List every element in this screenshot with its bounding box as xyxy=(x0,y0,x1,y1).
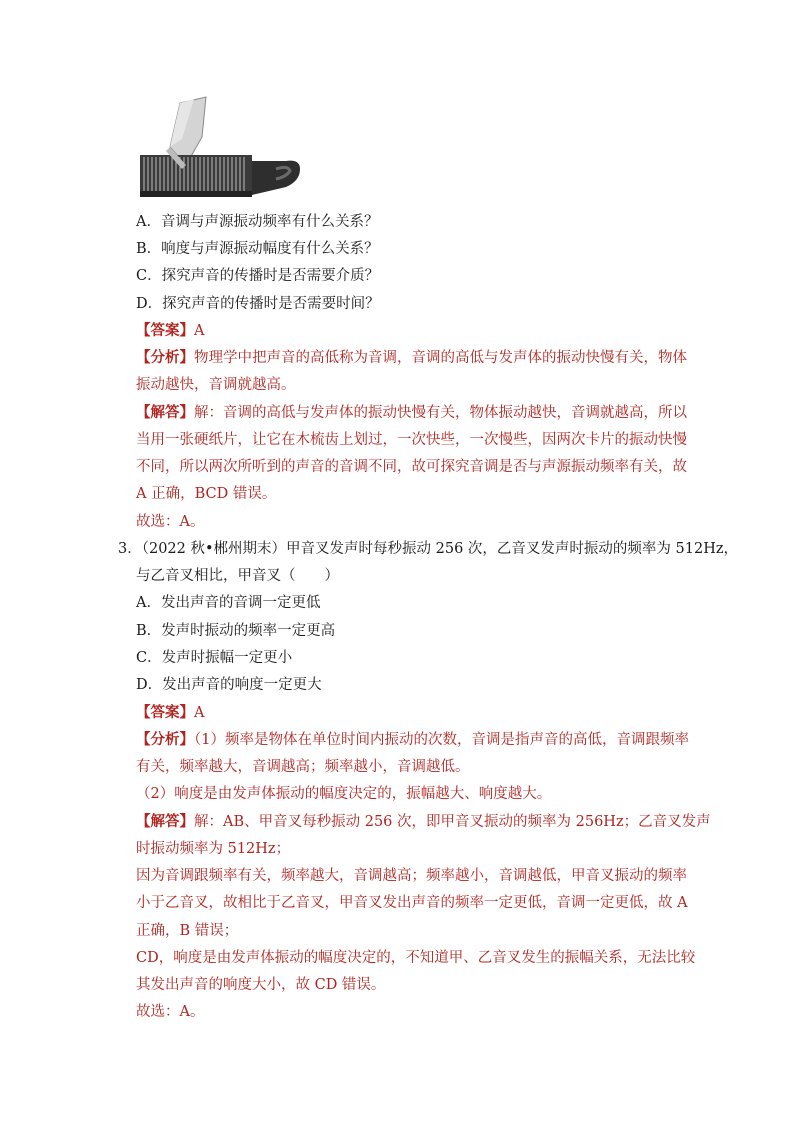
q2-choice: 故选：A。 xyxy=(136,514,205,530)
q3-option-d: D．发出声音的响度一定更大 xyxy=(136,677,322,693)
analysis-tag: 【分析】 xyxy=(136,349,194,366)
solution-text: 解：音调的高低与发声体的振动快慢有关，物体振动越快，音调就越高，所以 xyxy=(194,405,687,421)
comb-card-illustration xyxy=(136,95,308,199)
analysis-text: 物理学中把声音的高低称为音调，音调的高低与发声体的振动快慢有关，物体 xyxy=(194,350,687,366)
q2-analysis-line-2: 振动越快，音调就越高。 xyxy=(136,377,296,393)
q2-option-d: D．探究声音的传播时是否需要时间？ xyxy=(136,296,380,312)
q3-solution-line-3: 因为音调跟频率有关，频率越大，音调越高；频率越小，音调越低，甲音叉振动的频率 xyxy=(136,868,687,884)
q3-choice: 故选：A。 xyxy=(136,1004,205,1020)
answer-tag: 【答案】 xyxy=(136,322,194,339)
solution-tag: 【解答】 xyxy=(136,404,194,421)
q3-analysis-line-2: 有关，频率越大，音调越高；频率越小，音调越低。 xyxy=(136,759,470,775)
q2-option-c: C．探究声音的传播时是否需要介质？ xyxy=(136,268,380,284)
q3-analysis-line-1 xyxy=(136,730,689,750)
answer-value: A xyxy=(194,705,205,721)
analysis-tag: 【分析】 xyxy=(136,731,194,748)
q3-solution-line-7: 其发出声音的响度大小，故 CD 错误。 xyxy=(136,977,386,993)
q3-solution-line-1 xyxy=(136,812,711,832)
q3-option-c: C．发声时振幅一定更小 xyxy=(136,650,293,666)
answer-value: A xyxy=(194,323,205,339)
q3-analysis-line-3: （2）响度是由发声体振动的幅度决定的，振幅越大、响度越大。 xyxy=(136,786,552,802)
q3-option-a: A．发出声音的音调一定更低 xyxy=(136,595,321,611)
q3-solution-line-5: 正确，B 错误； xyxy=(136,923,239,939)
q2-option-a: A．音调与声源振动频率有什么关系？ xyxy=(136,214,379,230)
q2-option-b: B．响度与声源振动幅度有什么关系？ xyxy=(136,241,379,257)
q3-solution-line-6: CD，响度是由发声体振动的幅度决定的，不知道甲、乙音叉发生的振幅关系，无法比较 xyxy=(136,950,696,966)
q3-stem-line-1: 3．（2022 秋•郴州期末）甲音叉发声时每秒振动 256 次，乙音叉发声时振动的频率为 512Hz， xyxy=(118,541,738,557)
q3-stem-line-2: 与乙音叉相比，甲音叉（ ） xyxy=(136,568,339,584)
q2-answer xyxy=(136,321,204,341)
analysis-text: （1）频率是物体在单位时间内振动的次数，音调是指声音的高低，音调跟频率 xyxy=(194,732,689,748)
q2-analysis-line-1 xyxy=(136,348,687,368)
solution-tag: 【解答】 xyxy=(136,813,194,830)
solution-text: 解：AB、甲音叉每秒振动 256 次，即甲音叉振动的频率为 256Hz；乙音叉发声 xyxy=(194,814,711,830)
q2-solution-line-3: 不同，所以两次所听到的声音的音调不同，故可探究音调是否与声源振动频率有关，故 xyxy=(136,459,687,475)
q2-solution-line-2: 当用一张硬纸片，让它在木梳齿上划过，一次快些，一次慢些，因两次卡片的振动快慢 xyxy=(136,432,687,448)
q3-answer xyxy=(136,703,204,723)
q3-option-b: B．发声时振动的频率一定更高 xyxy=(136,623,336,639)
answer-tag: 【答案】 xyxy=(136,704,194,721)
q3-solution-line-4: 小于乙音叉，故相比于乙音叉，甲音叉发出声音的频率一定更低，音调一定更低，故 A xyxy=(136,895,688,911)
q2-solution-line-1 xyxy=(136,403,687,423)
q2-solution-line-4: A 正确，BCD 错误。 xyxy=(136,486,277,502)
q3-solution-line-2: 时振动频率为 512Hz； xyxy=(136,841,291,857)
